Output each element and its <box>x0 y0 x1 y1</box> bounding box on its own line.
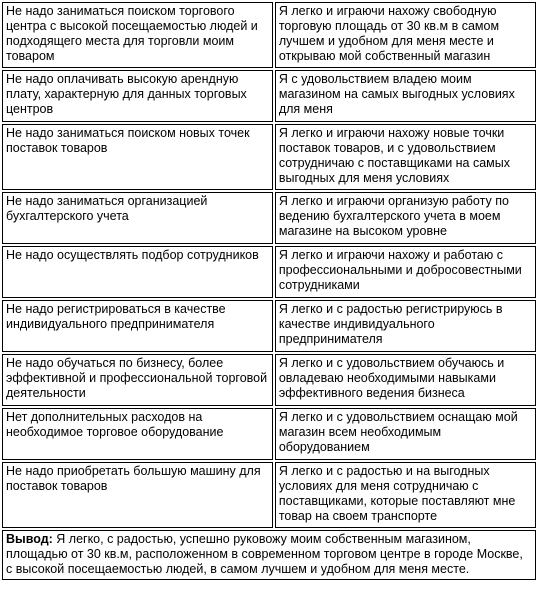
summary-row <box>2 530 536 580</box>
problem-cell: Не надо регистрироваться в качестве индивидуального предпринимателя <box>2 300 273 352</box>
problem-cell: Не надо осуществлять подбор сотрудников <box>2 246 273 298</box>
solution-cell: Я с удовольствием владею моим магазином на самых выгодных условиях для меня <box>275 70 536 122</box>
table-row <box>2 124 536 190</box>
table-row <box>2 2 536 68</box>
table-row <box>2 70 536 122</box>
summary-label: Вывод: <box>6 532 53 546</box>
table-row <box>2 246 536 298</box>
solution-cell: Я легко и с удовольствием оснащаю мой магазин всем необходимым оборудованием <box>275 408 536 460</box>
problem-cell: Не надо заниматься поиском новых точек поставок товаров <box>2 124 273 190</box>
table-row <box>2 462 536 528</box>
solution-cell: Я легко и с радостью и на выгодных условиях для меня сотрудничаю с поставщиками, которые поставляют мне товар на своем транспорте <box>275 462 536 528</box>
problem-cell: Не надо заниматься организацией бухгалтерского учета <box>2 192 273 244</box>
problem-cell: Не надо заниматься поиском торгового центра с высокой посещаемостью людей и подходящего места для торговли моим товаром <box>2 2 273 68</box>
solution-cell: Я легко и с удовольствием обучаюсь и овладеваю необходимыми навыками эффективного ведения бизнеса <box>275 354 536 406</box>
summary-text: Я легко, с радостью, успешно руковожу моим собственным магазином, площадью от 30 кв.м, расположенном в современном торговом центре в городе Москве, с высокой посещаемостью людей, в самом лучшем и удобном для меня месте. <box>6 532 523 576</box>
problem-cell: Не надо приобретать большую машину для поставок товаров <box>2 462 273 528</box>
summary-cell <box>2 530 536 580</box>
problem-cell: Не надо обучаться по бизнесу, более эффективной и профессиональной торговой деятельности <box>2 354 273 406</box>
table-row <box>2 354 536 406</box>
table-row <box>2 300 536 352</box>
problem-cell: Нет дополнительных расходов на необходимое торговое оборудование <box>2 408 273 460</box>
problem-cell: Не надо оплачивать высокую арендную плату, характерную для данных торговых центров <box>2 70 273 122</box>
table-row <box>2 192 536 244</box>
solution-cell: Я легко и играючи нахожу и работаю с профессиональными и добросовестными сотрудниками <box>275 246 536 298</box>
solution-cell: Я легко и играючи нахожу свободную торговую площадь от 30 кв.м в самом лучшем и удобном для меня месте и открываю мой собственный магазин <box>275 2 536 68</box>
solution-cell: Я легко и играючи организую работу по ведению бухгалтерского учета в моем магазине на высоком уровне <box>275 192 536 244</box>
table-row <box>2 408 536 460</box>
solution-cell: Я легко и с радостью регистрируюсь в качестве индивидуального предпринимателя <box>275 300 536 352</box>
solution-cell: Я легко и играючи нахожу новые точки поставок товаров, и с удовольствием сотрудничаю с поставщиками на самых выгодных для меня условиях <box>275 124 536 190</box>
